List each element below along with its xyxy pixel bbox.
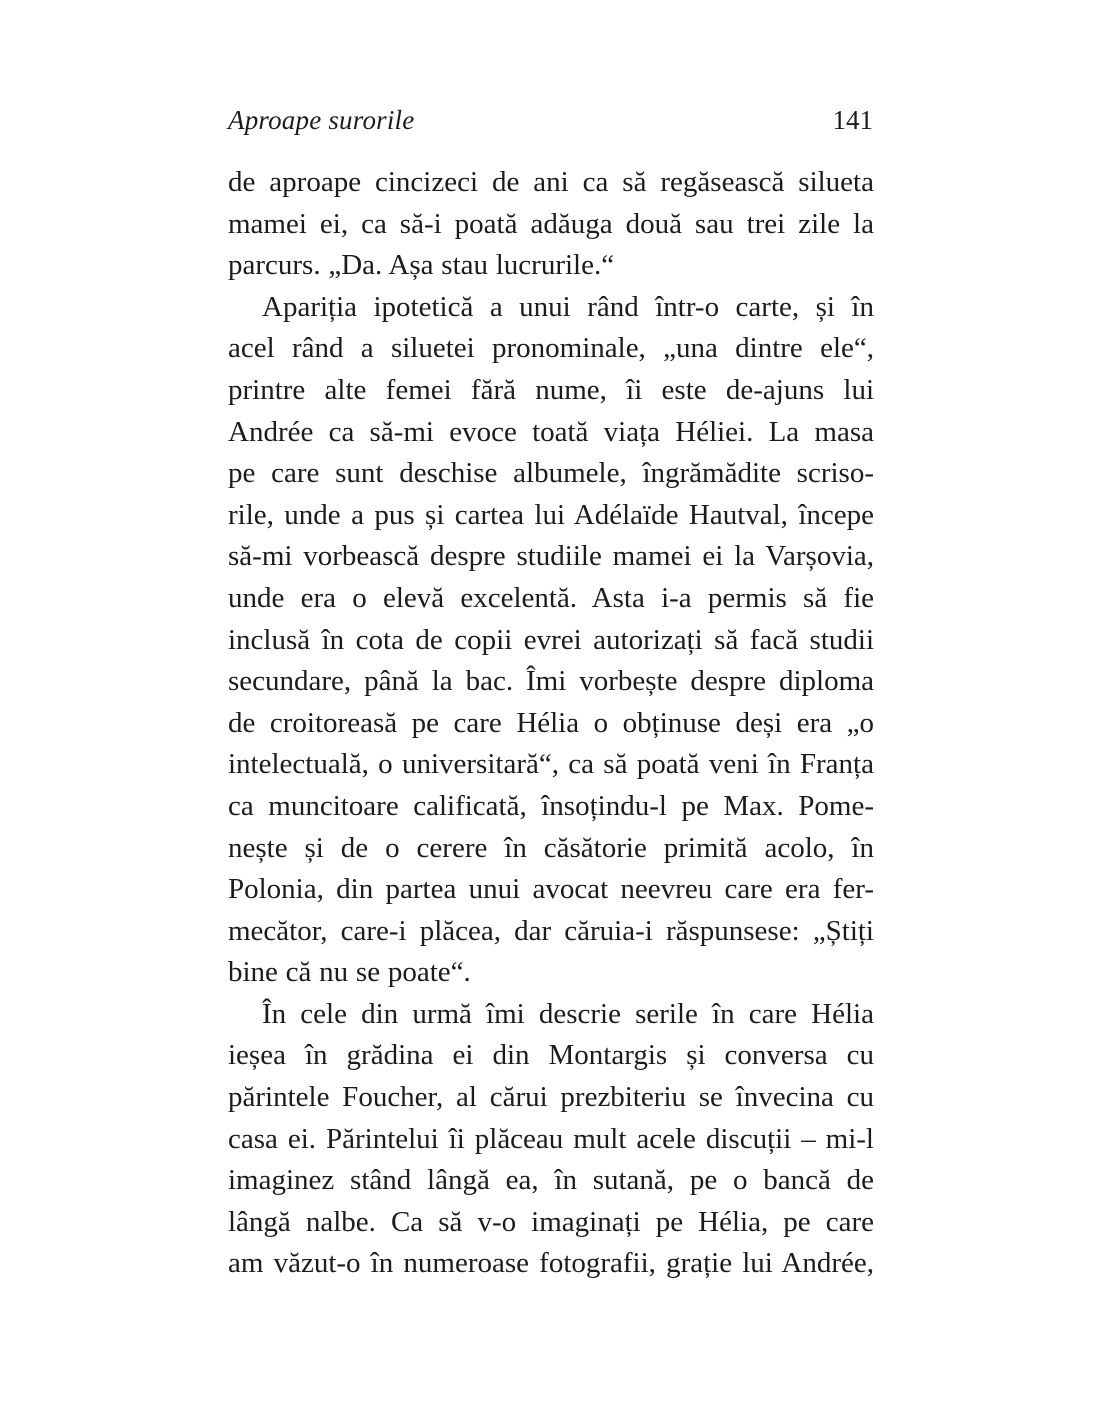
- paragraph: [228, 994, 874, 1285]
- text-line: rile, unde a pus și cartea lui Adélaïde Hautval, începe: [228, 498, 874, 531]
- text-line: unde era o elevă excelentă. Asta i-a permis să fie: [228, 581, 874, 614]
- body-text: [228, 162, 874, 1285]
- text-line: Polonia, din partea unui avocat neevreu care era fer-: [228, 873, 874, 906]
- text-line: lângă nalbe. Ca să v-o imaginați pe Hélia, pe care: [228, 1205, 874, 1238]
- paragraph: [228, 287, 874, 994]
- text-line: ca muncitoare calificată, însoțindu-l pe Max. Pome-: [228, 789, 874, 822]
- text-line: bine că nu se poate“.: [228, 956, 471, 989]
- text-line: inclusă în cota de copii evrei autorizați să facă studii: [228, 623, 874, 656]
- text-line: ieșea în grădina ei din Montargis și conversa cu: [228, 1039, 874, 1072]
- text-line: intelectuală, o universitară“, ca să poată veni în Franța: [228, 748, 874, 781]
- text-line: părintele Foucher, al cărui prezbiteriu se învecina cu: [228, 1081, 874, 1114]
- text-line: să-mi vorbească despre studiile mamei ei la Varșovia,: [228, 540, 874, 573]
- text-line: În cele din urmă îmi descrie serile în care Hélia: [262, 997, 874, 1030]
- text-line: am văzut-o în numeroase fotografii, grație lui Andrée,: [228, 1247, 874, 1280]
- text-line: printre alte femei fără nume, îi este de-ajuns lui: [228, 373, 874, 406]
- text-line: de croitoreasă pe care Hélia o obținuse deși era „o: [228, 706, 874, 739]
- text-line: casa ei. Părintelui îi plăceau mult acele discuții – mi-l: [228, 1122, 874, 1155]
- running-title: Aproape surorile: [228, 105, 415, 135]
- text-line: mamei ei, ca să-i poată adăuga două sau trei zile la: [228, 207, 874, 240]
- paragraph: [228, 162, 874, 287]
- text-line: nește și de o cerere în căsătorie primită acolo, în: [228, 831, 874, 864]
- page-number: 141: [832, 105, 873, 135]
- text-line: parcurs. „Da. Așa stau lucrurile.“: [228, 249, 615, 282]
- text-line: Andrée ca să-mi evoce toată viața Héliei. La masa: [228, 415, 874, 448]
- text-line: imaginez stând lângă ea, în sutană, pe o bancă de: [228, 1164, 874, 1197]
- text-line: Apariția ipotetică a unui rând într-o carte, și în: [262, 290, 874, 323]
- text-line: pe care sunt deschise albumele, îngrămădite scriso-: [228, 457, 874, 490]
- page-header: [228, 103, 873, 137]
- text-line: mecător, care-i plăcea, dar căruia-i răspunsese: „Știți: [228, 914, 874, 947]
- text-line: secundare, până la bac. Îmi vorbește despre diploma: [228, 665, 874, 698]
- text-line: acel rând a siluetei pronominale, „una dintre ele“,: [228, 332, 874, 365]
- text-line: de aproape cincizeci de ani ca să regăsească silueta: [228, 166, 874, 198]
